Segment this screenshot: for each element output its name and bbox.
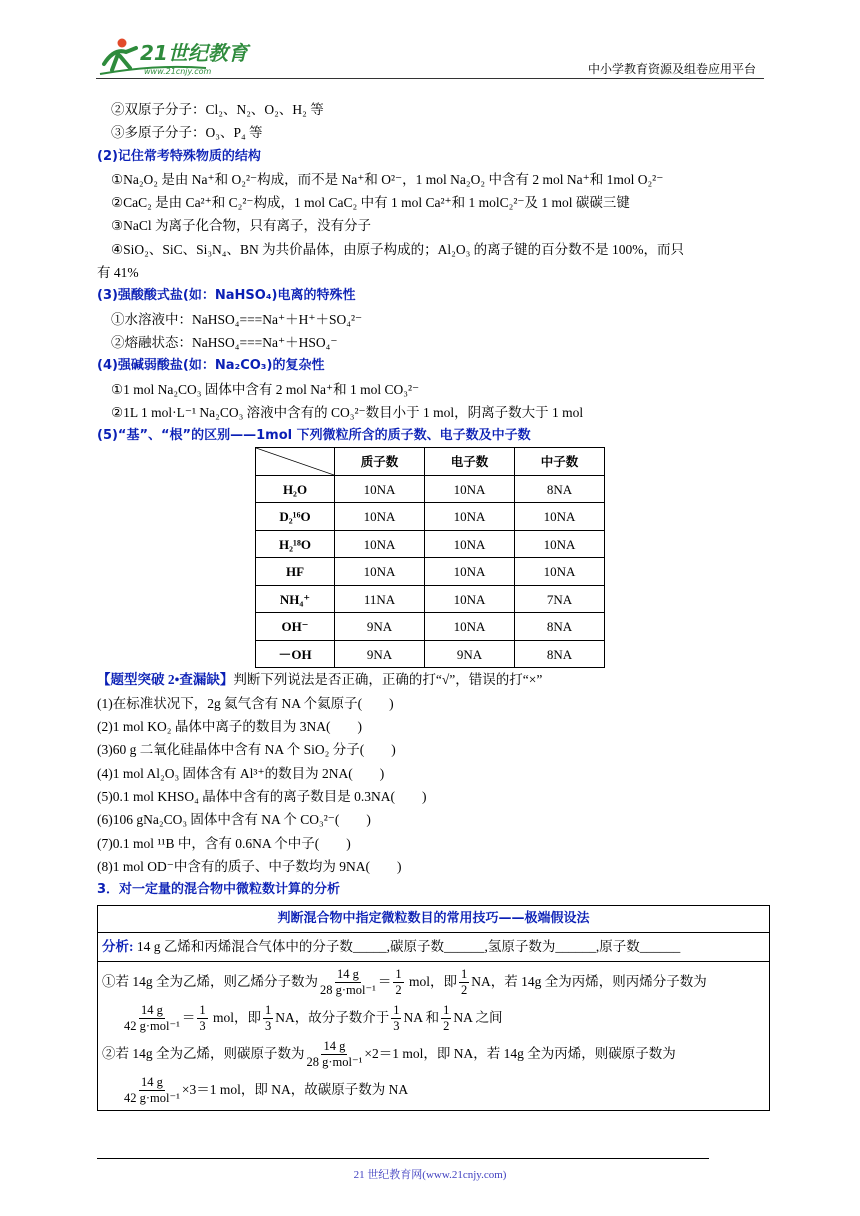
table-row-label: NH₄⁺ (256, 585, 335, 613)
technique-box (97, 905, 770, 1110)
section-heading: (4)强碱弱酸盐(如：Na₂CO₃)的复杂性 (97, 358, 325, 374)
fraction (459, 967, 469, 998)
section-heading: (2)记住常考特殊物质的结构 (97, 148, 261, 164)
explanation-line: $\frac{14 g}{\text{42 g·mol⁻¹}}$ ＝ $\frac{1}{3}$ mol，即 $\frac{1}{3}$ NA，故分子数介于 $\frac{1}{3}$ NA 和 $\frac{1}{2}$ NA 之间 (124, 1003, 503, 1034)
fraction (393, 967, 403, 998)
text-line: ④SiO₂、SiC、Si₃N₄、BN 为共价晶体，由原子构成的；Al₂O₃ 的离子键的百分数不是 100%，而只 (111, 241, 685, 257)
table-corner-cell (256, 448, 335, 476)
table-header-cell: 中子数 (515, 448, 605, 476)
table-row (256, 585, 605, 613)
list-item: (2)1 mol KO₂ 晶体中离子的数目为 3NA( ) (97, 719, 362, 735)
text-span: mol，即 (212, 1009, 261, 1025)
text-span: ×2＝1 mol，即 NA，若 14g 全为丙烯，则碳原子数为 (364, 1045, 676, 1061)
practice-title: 【题型突破 2•查漏缺】 (97, 672, 234, 688)
proton-cell: 10NA (335, 558, 425, 586)
table-row-label: H₂O (256, 475, 335, 503)
text-line: ②1L 1 mol·L⁻¹ Na₂CO₃ 溶液中含有的 CO₃²⁻数目小于 1 mol，阴离子数大于 1 mol (111, 404, 584, 420)
table-row (256, 613, 605, 641)
footer-text[interactable]: 21 世纪教育网(www.21cnjy.com) (353, 1169, 507, 1181)
fraction (263, 1003, 273, 1034)
text-line: ①水溶液中：NaHSO₄===Na⁺＋H⁺＋SO₄²⁻ (111, 311, 363, 327)
fraction-denominator: 3 (199, 1019, 206, 1034)
explanation-line (102, 1036, 765, 1072)
table-row-label: D₂¹⁶O (256, 503, 335, 531)
table-row (256, 530, 605, 558)
fraction-numerator: 14 g (140, 1075, 163, 1090)
table-header-cell: 电子数 (425, 448, 515, 476)
fraction-numerator: 14 g (336, 967, 359, 982)
fraction (441, 1003, 451, 1034)
fraction-denominator: 2 (460, 983, 468, 998)
section-heading: (3)强酸酸式盐(如：NaHSO₄)电离的特殊性 (97, 288, 356, 304)
neutron-cell: 10NA (515, 530, 605, 558)
text-line: ②CaC₂ 是由 Ca²⁺和 C₂²⁻构成，1 mol CaC₂ 中有 1 mol Ca²⁺和 1 molC₂²⁻及 1 mol 碳碳三键 (111, 195, 630, 211)
list-item: (1)在标准状况下，2g 氦气含有 NA 个氦原子( ) (97, 695, 394, 711)
fraction-numerator: 14 g (323, 1039, 346, 1054)
table-row-label: －OH (256, 640, 335, 668)
fraction-numerator: 1 (460, 967, 468, 982)
particle-table (255, 447, 605, 668)
practice-instruction: 判断下列说法是否正确，正确的打“√”，错误的打“×” (233, 672, 543, 688)
fraction-numerator: 1 (443, 1003, 450, 1018)
text-line: ②双原子分子：Cl₂、N₂、O₂、H₂ 等 (111, 102, 324, 117)
text-span: NA，故分子数介于 (275, 1009, 390, 1025)
fraction-numerator: 14 g (140, 1003, 163, 1018)
text-line: ③多原子分子：O₃、P₄ 等 (111, 125, 263, 141)
diagonal-line (256, 448, 334, 475)
text-line: 有 41% (97, 265, 139, 281)
text-line: ①Na₂O₂ 是由 Na⁺和 O₂²⁻构成，而不是 Na⁺和 O²⁻，1 mol Na₂O₂ 中含有 2 mol Na⁺和 1mol O₂²⁻ (111, 171, 664, 187)
neutron-cell: 10NA (515, 558, 605, 586)
electron-cell: 10NA (425, 558, 515, 586)
neutron-cell: 8NA (515, 475, 605, 503)
analysis-label: 分析: (102, 939, 134, 955)
list-item: (4)1 mol Al₂O₃ 固体含有 Al³⁺的数目为 2NA( ) (97, 765, 385, 781)
explanation-line (102, 1072, 765, 1108)
fraction-denominator: 2 (443, 1019, 450, 1034)
fraction-denominator: 2 (395, 983, 402, 998)
list-item: (8)1 mol OD⁻中含有的质子、中子数均为 9NA( ) (97, 858, 402, 874)
table-row (256, 640, 605, 668)
list-item: (5)0.1 mol KHSO₄ 晶体中含有的离子数目是 0.3NA( ) (97, 788, 427, 804)
fraction-denominator: 3 (393, 1019, 400, 1034)
table-row (256, 475, 605, 503)
section-heading: 3．对一定量的混合物中微粒数计算的分析 (97, 882, 341, 898)
fraction (124, 1003, 180, 1034)
analysis-row (98, 933, 769, 961)
analysis-text: 14 g 乙烯和丙烯混合气体中的分子数_____,碳原子数______,氢原子数为______,原子数______ (136, 939, 681, 955)
text-span: ①若 14g 全为乙烯，则乙烯分子数为 (102, 973, 318, 989)
text-span: NA 和 (403, 1009, 440, 1025)
header-platform-text: 中小学教育资源及组卷应用平台 (587, 62, 756, 76)
fraction-denominator: 28 g·mol⁻¹ (320, 983, 376, 998)
fraction-numerator: 1 (264, 1003, 272, 1018)
text-span: mol，即 (408, 973, 457, 989)
section-heading: (5)“基”、“根”的区别——1mol 下列微粒所含的质子数、电子数及中子数 (97, 428, 531, 444)
practice-title-line (97, 668, 765, 691)
list-item: (7)0.1 mol ¹¹B 中，含有 0.6NA 个中子( ) (97, 835, 351, 851)
electron-cell: 9NA (425, 640, 515, 668)
fraction-numerator: 1 (395, 967, 402, 982)
fraction (391, 1003, 401, 1034)
fraction (307, 1039, 363, 1070)
fraction (320, 967, 376, 998)
list-item: (3)60 g 二氧化硅晶体中含有 NA 个 SiO₂ 分子( ) (97, 742, 396, 758)
text-span: ×3＝1 mol，即 NA，故碳原子数为 NA (181, 1081, 409, 1097)
table-header-cell: 质子数 (335, 448, 425, 476)
neutron-cell: 7NA (515, 585, 605, 613)
text-line: ③NaCl 为离子化合物，只有离子，没有分子 (111, 218, 371, 234)
logo-text: 21世纪教育 (140, 41, 248, 65)
list-item: (6)106 gNa₂CO₃ 固体中含有 NA 个 CO₃²⁻( ) (97, 812, 371, 828)
text-span: NA 之间 (453, 1009, 503, 1025)
table-header-row (256, 448, 605, 476)
neutron-cell: 8NA (515, 613, 605, 641)
fraction (197, 1003, 207, 1034)
proton-cell: 9NA (335, 613, 425, 641)
fraction-numerator: 1 (199, 1003, 206, 1018)
logo-runner-icon (96, 34, 266, 80)
fraction-denominator: 42 g·mol⁻¹ (124, 1019, 180, 1034)
text-line: ②熔融状态：NaHSO₄===Na⁺＋HSO₄⁻ (111, 334, 338, 350)
neutron-cell: 8NA (515, 640, 605, 668)
text-span: ②若 14g 全为乙烯，则碳原子数为 (102, 1045, 305, 1061)
neutron-cell: 10NA (515, 503, 605, 531)
fraction-denominator: 42 g·mol⁻¹ (124, 1091, 180, 1106)
technique-box-title: 判断混合物中指定微粒数目的常用技巧——极端假设法 (98, 906, 769, 933)
text-line: ①1 mol Na₂CO₃ 固体中含有 2 mol Na⁺和 1 mol CO₃²⁻ (111, 381, 420, 397)
text-span: NA，若 14g 全为丙烯，则丙烯分子数为 (471, 973, 707, 989)
table-row-label: OH⁻ (256, 613, 335, 641)
fraction-numerator: 1 (393, 1003, 400, 1018)
logo-url: www.21cnjy.com (144, 67, 212, 76)
electron-cell: 10NA (425, 475, 515, 503)
table-row-label: H₂¹⁸O (256, 530, 335, 558)
explanation-row (98, 962, 769, 1110)
proton-cell: 10NA (335, 475, 425, 503)
proton-cell: 11NA (335, 585, 425, 613)
fraction (124, 1075, 180, 1106)
electron-cell: 10NA (425, 503, 515, 531)
explanation-line: ①若 14g 全为乙烯，则乙烯分子数为 $\frac{14 g}{\text{28 g·mol⁻¹}}$ ＝ $\frac{1}{2}$ mol，即 $\frac{1}{2}$ NA，若 14g 全为丙烯，则丙烯分子数为 (102, 967, 707, 998)
electron-cell: 10NA (425, 613, 515, 641)
proton-cell: 9NA (335, 640, 425, 668)
proton-cell: 10NA (335, 530, 425, 558)
fraction-denominator: 3 (264, 1019, 272, 1034)
site-logo[interactable] (96, 34, 266, 80)
table-row (256, 503, 605, 531)
electron-cell: 10NA (425, 530, 515, 558)
document-body (97, 98, 765, 1111)
table-row (256, 558, 605, 586)
proton-cell: 10NA (335, 503, 425, 531)
table-row-label: HF (256, 558, 335, 586)
electron-cell: 10NA (425, 585, 515, 613)
fraction-denominator: 28 g·mol⁻¹ (306, 1055, 363, 1070)
header-divider (96, 78, 764, 79)
footer-divider (97, 1158, 709, 1159)
particle-table-wrapper (255, 447, 765, 668)
